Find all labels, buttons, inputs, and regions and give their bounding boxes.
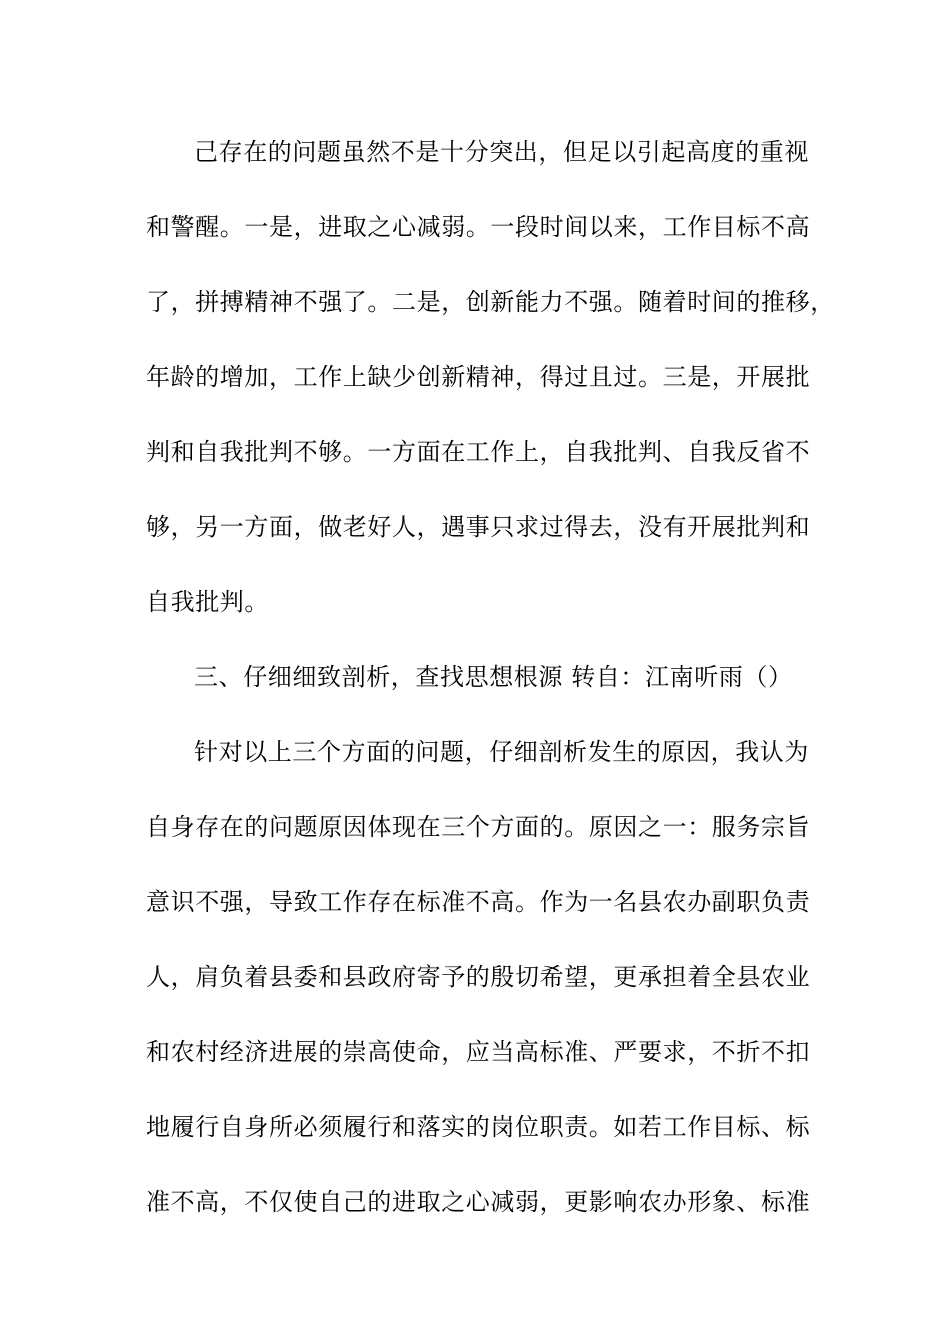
text-line: 和警醒。一是，进取之心减弱。一段时间以来，工作目标不高 <box>146 213 811 241</box>
text-line: 准不高，不仅使自己的进取之心减弱，更影响农办形象、标准 <box>146 1188 811 1216</box>
text-line: 判和自我批判不够。一方面在工作上，自我批判、自我反省不 <box>146 438 811 466</box>
text-line: 够，另一方面，做老好人，遇事只求过得去，没有开展批判和 <box>146 513 811 541</box>
text-line: 己存在的问题虽然不是十分突出，但足以引起高度的重视 <box>194 138 809 166</box>
text-line: 自我批判。 <box>146 588 269 616</box>
text-line: 人，肩负着县委和县政府寄予的殷切希望，更承担着全县农业 <box>146 963 811 991</box>
text-line: 自身存在的问题原因体现在三个方面的。原因之一：服务宗旨 <box>146 813 811 841</box>
text-line: 意识不强，导致工作存在标准不高。作为一名县农办副职负责 <box>146 888 811 916</box>
text-line: 年龄的增加，工作上缺少创新精神，得过且过。三是，开展批 <box>146 363 811 391</box>
section-heading: 三、仔细细致剖析，查找思想根源 转自：江南听雨（） <box>194 663 793 691</box>
text-line: 了，拼搏精神不强了。二是，创新能力不强。随着时间的推移， <box>146 288 835 316</box>
text-line: 针对以上三个方面的问题，仔细剖析发生的原因，我认为 <box>194 738 809 766</box>
text-line: 地履行自身所必须履行和落实的岗位职责。如若工作目标、标 <box>146 1113 811 1141</box>
text-line: 和农村经济进展的崇高使命，应当高标准、严要求，不折不扣 <box>146 1038 811 1066</box>
